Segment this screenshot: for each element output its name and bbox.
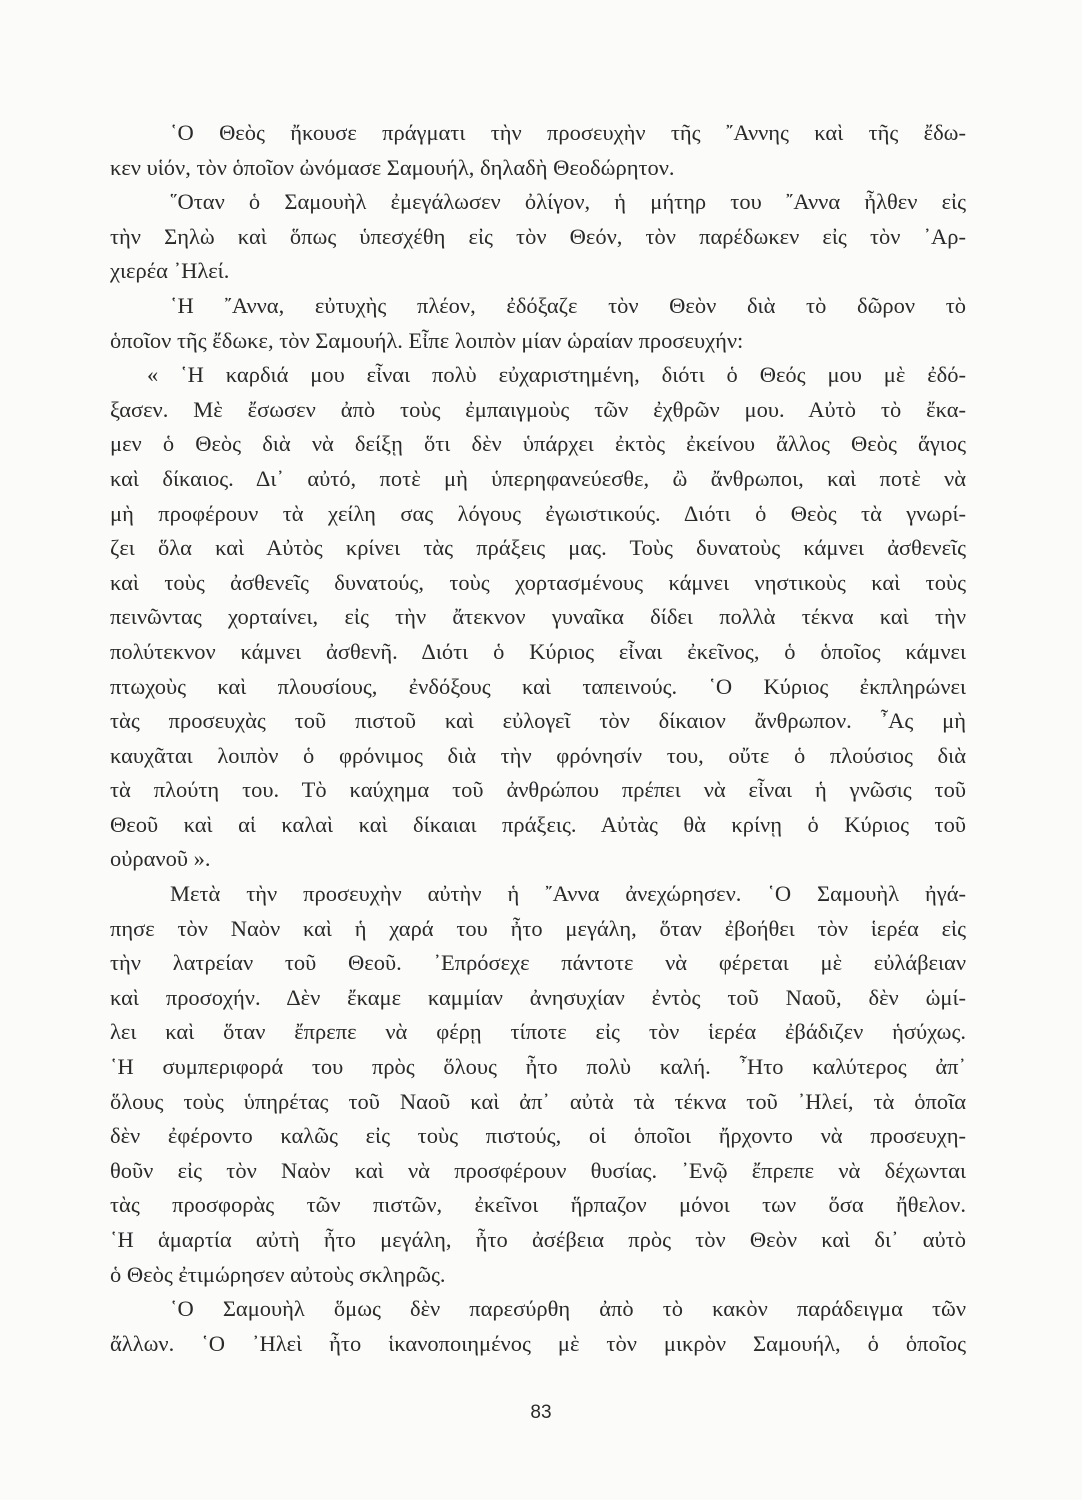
text-line: δὲν ἐφέροντο καλῶς εἰς τοὺς πιστούς, οἱ ὁποῖοι ἤρχοντο νὰ προσευχη- bbox=[110, 1123, 966, 1149]
text-line: τὴν λατρείαν τοῦ Θεοῦ. ᾿Επρόσεχε πάντοτε νὰ φέρεται μὲ εὐλάβειαν bbox=[110, 950, 966, 976]
text-line: ῾Ο Σαμουὴλ ὅμως δὲν παρεσύρθη ἀπὸ τὸ κακὸν παράδειγμα τῶν bbox=[170, 1296, 966, 1322]
text-line: ὅλους τοὺς ὑπηρέτας τοῦ Ναοῦ καὶ ἀπ᾿ αὐτὰ τὰ τέκνα τοῦ ᾿Ηλεί, τὰ ὁποῖα bbox=[110, 1088, 966, 1114]
text-line: καὶ δίκαιος. Δι᾿ αὐτό, ποτὲ μὴ ὑπερηφανεύεσθε, ὢ ἄνθρωποι, καὶ ποτὲ νὰ bbox=[110, 465, 966, 491]
text-line: πεινῶντας χορταίνει, εἰς τὴν ἄτεκνον γυναῖκα δίδει πολλὰ τέκνα καὶ τὴν bbox=[110, 604, 966, 630]
text-line: πτωχοὺς καὶ πλουσίους, ἐνδόξους καὶ ταπεινούς. ῾Ο Κύριος ἐκπληρώνει bbox=[110, 673, 966, 699]
text-line: ἄλλων. ῾Ο ᾿Ηλεὶ ἦτο ἱκανοποιημένος μὲ τὸν μικρὸν Σαμουήλ, ὁ ὁποῖος bbox=[110, 1330, 966, 1356]
text-line: ῾Η ῎Αννα, εὐτυχὴς πλέον, ἐδόξαζε τὸν Θεὸν διὰ τὸ δῶρον τὸ bbox=[170, 292, 966, 318]
paragraph bbox=[110, 358, 966, 877]
text-line: μεν ὁ Θεὸς διὰ νὰ δείξῃ ὅτι δὲν ὑπάρχει ἐκτὸς ἐκείνου ἄλλος Θεὸς ἅγιος bbox=[110, 431, 966, 457]
text-line: Μετὰ τὴν προσευχὴν αὐτὴν ἡ ῎Αννα ἀνεχώρησεν. ῾Ο Σαμουὴλ ἠγά- bbox=[170, 881, 966, 907]
text-line: μὴ προφέρουν τὰ χείλη σας λόγους ἐγωιστικούς. Διότι ὁ Θεὸς τὰ γνωρί- bbox=[110, 500, 966, 526]
text-line: καὶ προσοχήν. Δὲν ἔκαμε καμμίαν ἀνησυχίαν ἐντὸς τοῦ Ναοῦ, δὲν ὡμί- bbox=[110, 984, 966, 1010]
text-line: Θεοῦ καὶ αἱ καλαὶ καὶ δίκαιαι πράξεις. Αὐτὰς θὰ κρίνῃ ὁ Κύριος τοῦ bbox=[110, 811, 966, 837]
page-body-text bbox=[110, 116, 966, 1361]
text-line: τὰ πλούτη του. Τὸ καύχημα τοῦ ἀνθρώπου πρέπει νὰ εἶναι ἡ γνῶσις τοῦ bbox=[110, 777, 966, 803]
paragraph bbox=[110, 1292, 966, 1361]
paragraph bbox=[110, 185, 966, 289]
text-line: λει καὶ ὅταν ἔπρεπε νὰ φέρῃ τίποτε εἰς τὸν ἱερέα ἐβάδιζεν ἡσύχως. bbox=[110, 1019, 966, 1045]
paragraph bbox=[110, 877, 966, 1292]
text-line: ῾Ο Θεὸς ἤκουσε πράγματι τὴν προσευχὴν τῆς ῎Αννης καὶ τῆς ἔδω- bbox=[170, 120, 966, 145]
text-line: πολύτεκνον κάμνει ἀσθενῆ. Διότι ὁ Κύριος εἶναι ἐκεῖνος, ὁ ὁποῖος κάμνει bbox=[110, 638, 966, 664]
text-line: ζει ὅλα καὶ Αὐτὸς κρίνει τὰς πράξεις μας. Τοὺς δυνατοὺς κάμνει ἀσθενεῖς bbox=[110, 535, 966, 561]
text-line: ῾Η συμπεριφορά του πρὸς ὅλους ἦτο πολὺ καλή. ῏Ητο καλύτερος ἀπ᾿ bbox=[110, 1054, 966, 1080]
text-line: καυχᾶται λοιπὸν ὁ φρόνιμος διὰ τὴν φρόνησίν του, οὔτε ὁ πλούσιος διὰ bbox=[110, 742, 966, 768]
text-line: θοῦν εἰς τὸν Ναὸν καὶ νὰ προσφέρουν θυσίας. ᾿Ενῷ ἔπρεπε νὰ δέχωνται bbox=[110, 1157, 966, 1183]
text-line: ξασεν. Μὲ ἔσωσεν ἀπὸ τοὺς ἐμπαιγμοὺς τῶν ἐχθρῶν μου. Αὐτὸ τὸ ἔκα- bbox=[110, 396, 966, 422]
text-line: ὁποῖον τῆς ἔδωκε, τὸν Σαμουήλ. Εἶπε λοιπὸν μίαν ὡραίαν προσευχήν: bbox=[110, 327, 744, 353]
page-number: 83 bbox=[530, 1402, 552, 1423]
text-line: οὐρανοῦ ». bbox=[110, 846, 211, 872]
text-line: τὰς προσευχὰς τοῦ πιστοῦ καὶ εὐλογεῖ τὸν δίκαιον ἄνθρωπον. ῏Ας μὴ bbox=[110, 708, 966, 734]
text-line: τὴν Σηλὼ καὶ ὅπως ὑπεσχέθη εἰς τὸν Θεόν, τὸν παρέδωκεν εἰς τὸν ᾿Αρ- bbox=[110, 223, 966, 249]
paragraph bbox=[110, 116, 966, 185]
text-line: ὁ Θεὸς ἐτιμώρησεν αὐτοὺς σκληρῶς. bbox=[110, 1261, 446, 1287]
text-line: ῾Η ἁμαρτία αὐτὴ ἦτο μεγάλη, ἦτο ἀσέβεια πρὸς τὸν Θεὸν καὶ δι᾿ αὐτὸ bbox=[110, 1227, 966, 1252]
text-line: ῞Οταν ὁ Σαμουὴλ ἐμεγάλωσεν ὀλίγον, ἡ μήτηρ του ῎Αννα ἦλθεν εἰς bbox=[170, 189, 966, 215]
text-line: καὶ τοὺς ἀσθενεῖς δυνατούς, τοὺς χορτασμένους κάμνει νηστικοὺς καὶ τοὺς bbox=[110, 569, 966, 595]
text-line: « ῾Η καρδιά μου εἶναι πολὺ εὐχαριστημένη, διότι ὁ Θεός μου μὲ ἐδό- bbox=[147, 362, 966, 388]
text-line: τὰς προσφορὰς τῶν πιστῶν, ἐκεῖνοι ἥρπαζον μόνοι των ὅσα ἤθελον. bbox=[110, 1192, 966, 1218]
text-line: πησε τὸν Ναὸν καὶ ἡ χαρά του ἦτο μεγάλη, ὅταν ἐβοήθει τὸν ἱερέα εἰς bbox=[110, 915, 966, 941]
text-line: κεν υἱόν, τὸν ὁποῖον ὠνόμασε Σαμουήλ, δηλαδὴ Θεοδώρητον. bbox=[110, 154, 675, 180]
text-line: χιερέα ᾿Ηλεί. bbox=[110, 258, 230, 284]
paragraph bbox=[110, 289, 966, 358]
